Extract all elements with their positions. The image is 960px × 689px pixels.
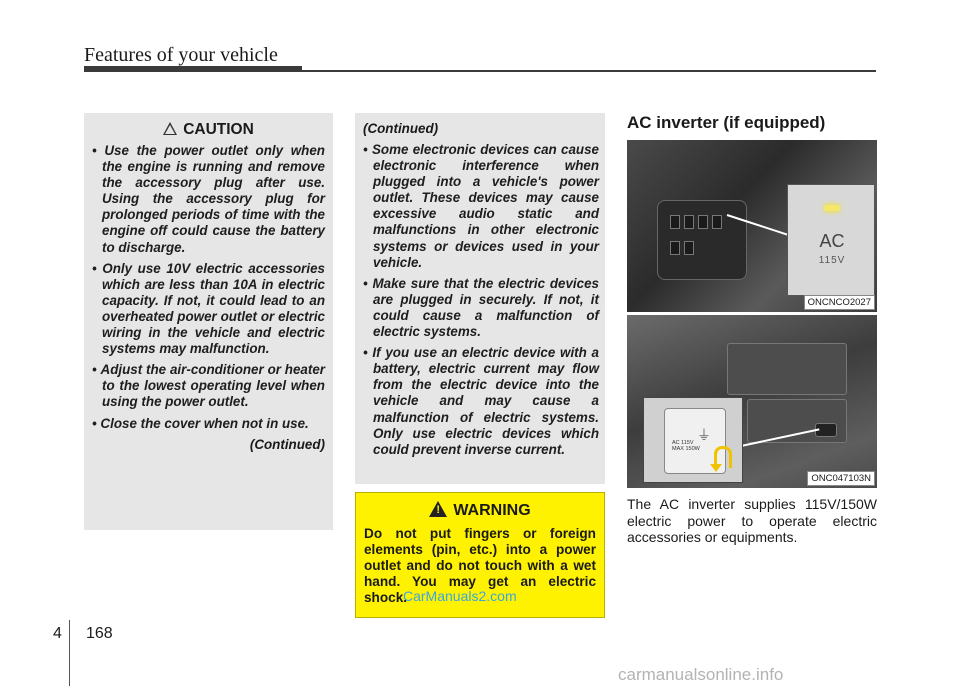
continued-heading: (Continued): [363, 121, 439, 136]
section-title: AC inverter (if equipped): [627, 113, 826, 132]
dash-switch-panel: [657, 200, 747, 280]
ac-switch-label: AC: [819, 231, 845, 251]
caution-list: [92, 143, 325, 432]
caution-item: • Use the power outlet only when the engine is running and remove the accessory plug after use. Using the accessory plug for prolonged periods of time with the engine off could cause the battery to discharge.: [92, 143, 325, 256]
caution-item: • Only use 10V electric accessories which are less than 10A in electric capacity. If not, it could lead to an overheated power outlet or electric wiring in the vehicle and electric systems may malfunction.: [92, 261, 325, 358]
outlet-rating-label: [672, 440, 700, 452]
footer-separator: [69, 620, 70, 686]
dash-button: [670, 215, 680, 229]
continued-item: • If you use an electric device with a battery, electric current may flow from the electric device into the vehicle and may cause a malfunction of electric systems. Only use electric devices which could prevent inverse current.: [363, 345, 599, 458]
dash-button: [670, 241, 680, 255]
caution-item: • Adjust the air-conditioner or heater to the lowest operating level when using the power outlet.: [92, 362, 325, 410]
ac-switch-voltage: 115V: [818, 255, 846, 266]
page-header-title: Features of your vehicle: [84, 44, 278, 66]
continued-list: [363, 142, 599, 458]
dash-button: [698, 215, 708, 229]
outlet-rating-line: AC 115V: [672, 440, 694, 446]
outlet-inset: [643, 397, 743, 483]
page-number: 168: [86, 625, 113, 642]
dash-button: [684, 215, 694, 229]
continued-item: • Some electronic devices can cause electronic interference when plugged into a vehicle's power outlet. These devices may cause excessive audio static and malfunctions in other electronic systems or devices used in your vehicle.: [363, 142, 599, 271]
outlet-rating-line: MAX 150W: [672, 446, 700, 452]
photo-caption: ONCNCO2027: [804, 295, 875, 310]
dash-button: [684, 241, 694, 255]
photo-caption: ONC047103N: [807, 471, 875, 486]
chapter-number: 4: [53, 625, 62, 642]
caution-triangle-icon: [163, 122, 177, 135]
caution-heading: [92, 121, 325, 139]
caution-panel: [84, 113, 333, 530]
plug-icon: ⏚: [697, 427, 711, 443]
continued-item: • Make sure that the electric devices are plugged in securely. If not, it could cause a malfunction of electric systems.: [363, 276, 599, 340]
warning-heading-text: WARNING: [453, 502, 531, 519]
seatback: [727, 343, 847, 395]
watermark-inline: CarManuals2.com: [403, 588, 517, 604]
continued-panel: [355, 113, 605, 484]
caution-heading-text: CAUTION: [183, 121, 254, 138]
header-rule-thin: [84, 70, 876, 72]
open-arrow-tip-icon: [710, 464, 722, 472]
warning-triangle-icon: [429, 501, 447, 517]
dashboard-photo: [627, 140, 877, 312]
caution-item: • Close the cover when not in use.: [92, 416, 325, 432]
caution-continued-label: (Continued): [249, 436, 325, 452]
section-body-text: The AC inverter supplies 115V/150W electric power to operate electric accessories or equipments.: [627, 496, 877, 545]
warning-text: Do not put fingers or foreign elements (pin, etc.) into a power outlet and do not touch with a wet hand. You may get an electric shock.: [364, 526, 596, 605]
cargo-area-photo: [627, 315, 877, 488]
watermark-bottom: carmanualsonline.info: [618, 665, 784, 684]
warning-heading: [364, 501, 596, 520]
ac-switch-inset: [787, 184, 875, 296]
indicator-light-icon: [824, 205, 840, 211]
dash-button: [712, 215, 722, 229]
